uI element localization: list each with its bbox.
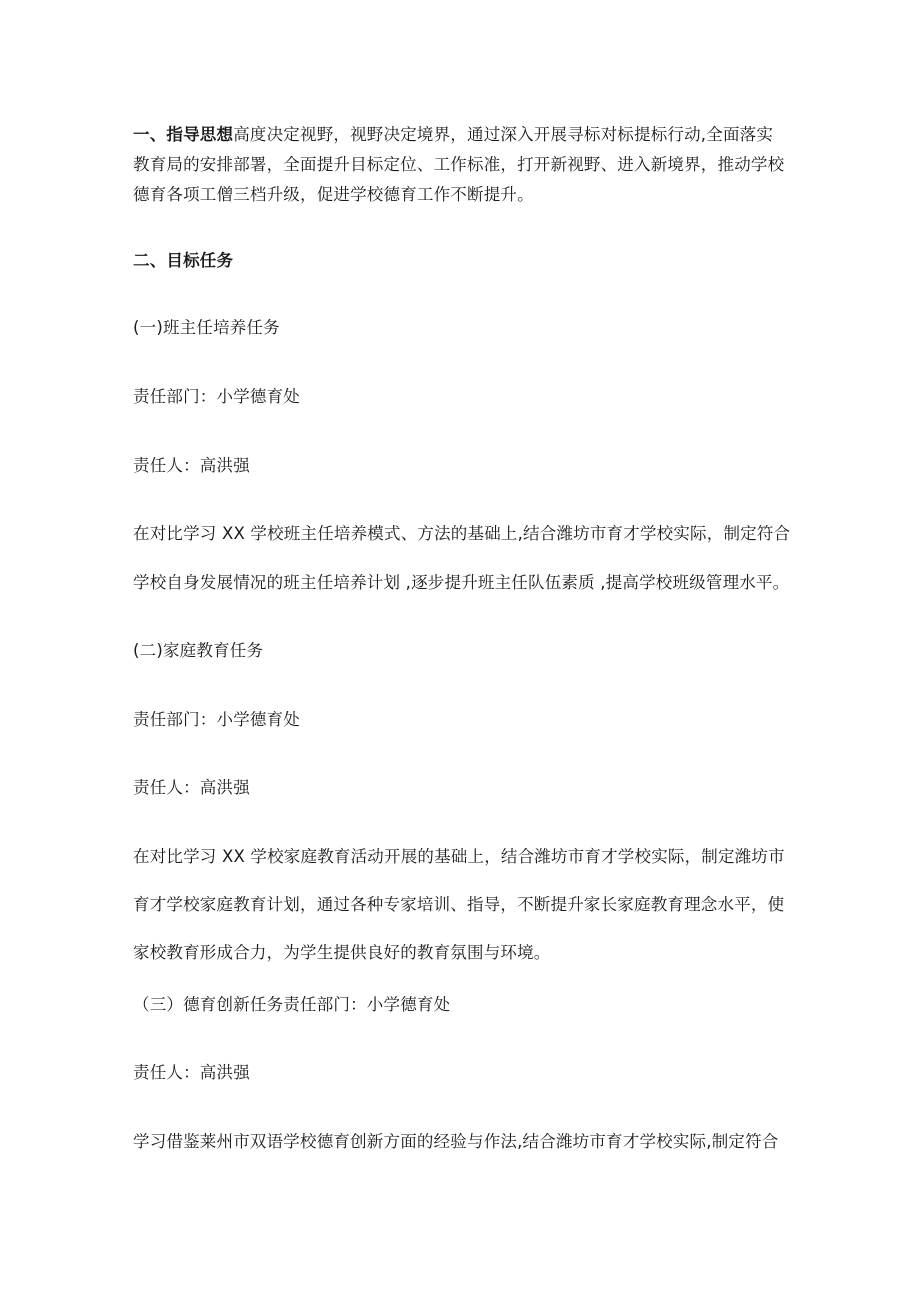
task2-title: (二)家庭教育任务 [133, 641, 264, 660]
task1-department: 责任部门：小学德育处 [133, 387, 300, 406]
task2-desc-line3: 家校教育形成合力，为学生提供良好的教育氛围与环境。 [133, 943, 551, 962]
section2-heading: 二、目标任务 [133, 251, 234, 270]
task1-title: (一)班主任培养任务 [133, 318, 280, 337]
task2-department: 责任部门：小学德育处 [133, 710, 300, 729]
task1-person: 责任人：高洪强 [133, 456, 250, 475]
task3-desc-line1: 学习借鉴莱州市双语学校德育创新方面的经验与作法,结合潍坊市育才学校实际,制定符合 [133, 1132, 779, 1151]
section1-heading: 一、指导思想 [133, 125, 234, 144]
task1-desc-line1: 在对比学习 XX 学校班主任培养模式、方法的基础上,结合潍坊市育才学校实际，制定符合 [133, 524, 791, 543]
section1-line1 [133, 124, 773, 146]
section1-line2: 教育局的安排部署，全面提升目标定位、工作标准，打开新视野、进入新境界，推动学校 [133, 155, 785, 174]
task3-title: （三）德育创新任务责任部门：小学德育处 [133, 995, 451, 1014]
section1-text: 高度决定视野，视野决定境界，通过深入开展寻标对标提标行动,全面落实 [233, 125, 774, 144]
task2-person: 责任人：高洪强 [133, 778, 250, 797]
task3-person: 责任人：高洪强 [133, 1063, 250, 1082]
task1-desc-line2: 学校自身发展情况的班主任培养计划 ,逐步提升班主任队伍素质 ,提高学校班级管理水平。 [133, 573, 790, 592]
section1-line3: 德育各项工僧三档升级，促进学校德育工作不断提升。 [133, 185, 534, 204]
task2-desc-line2: 育才学校家庭教育计划，通过各种专家培训、指导，不断提升家长家庭教育理念水平，使 [133, 895, 785, 914]
task2-desc-line1: 在对比学习 XX 学校家庭教育活动开展的基础上，结合潍坊市育才学校实际，制定潍坊市 [133, 847, 785, 866]
